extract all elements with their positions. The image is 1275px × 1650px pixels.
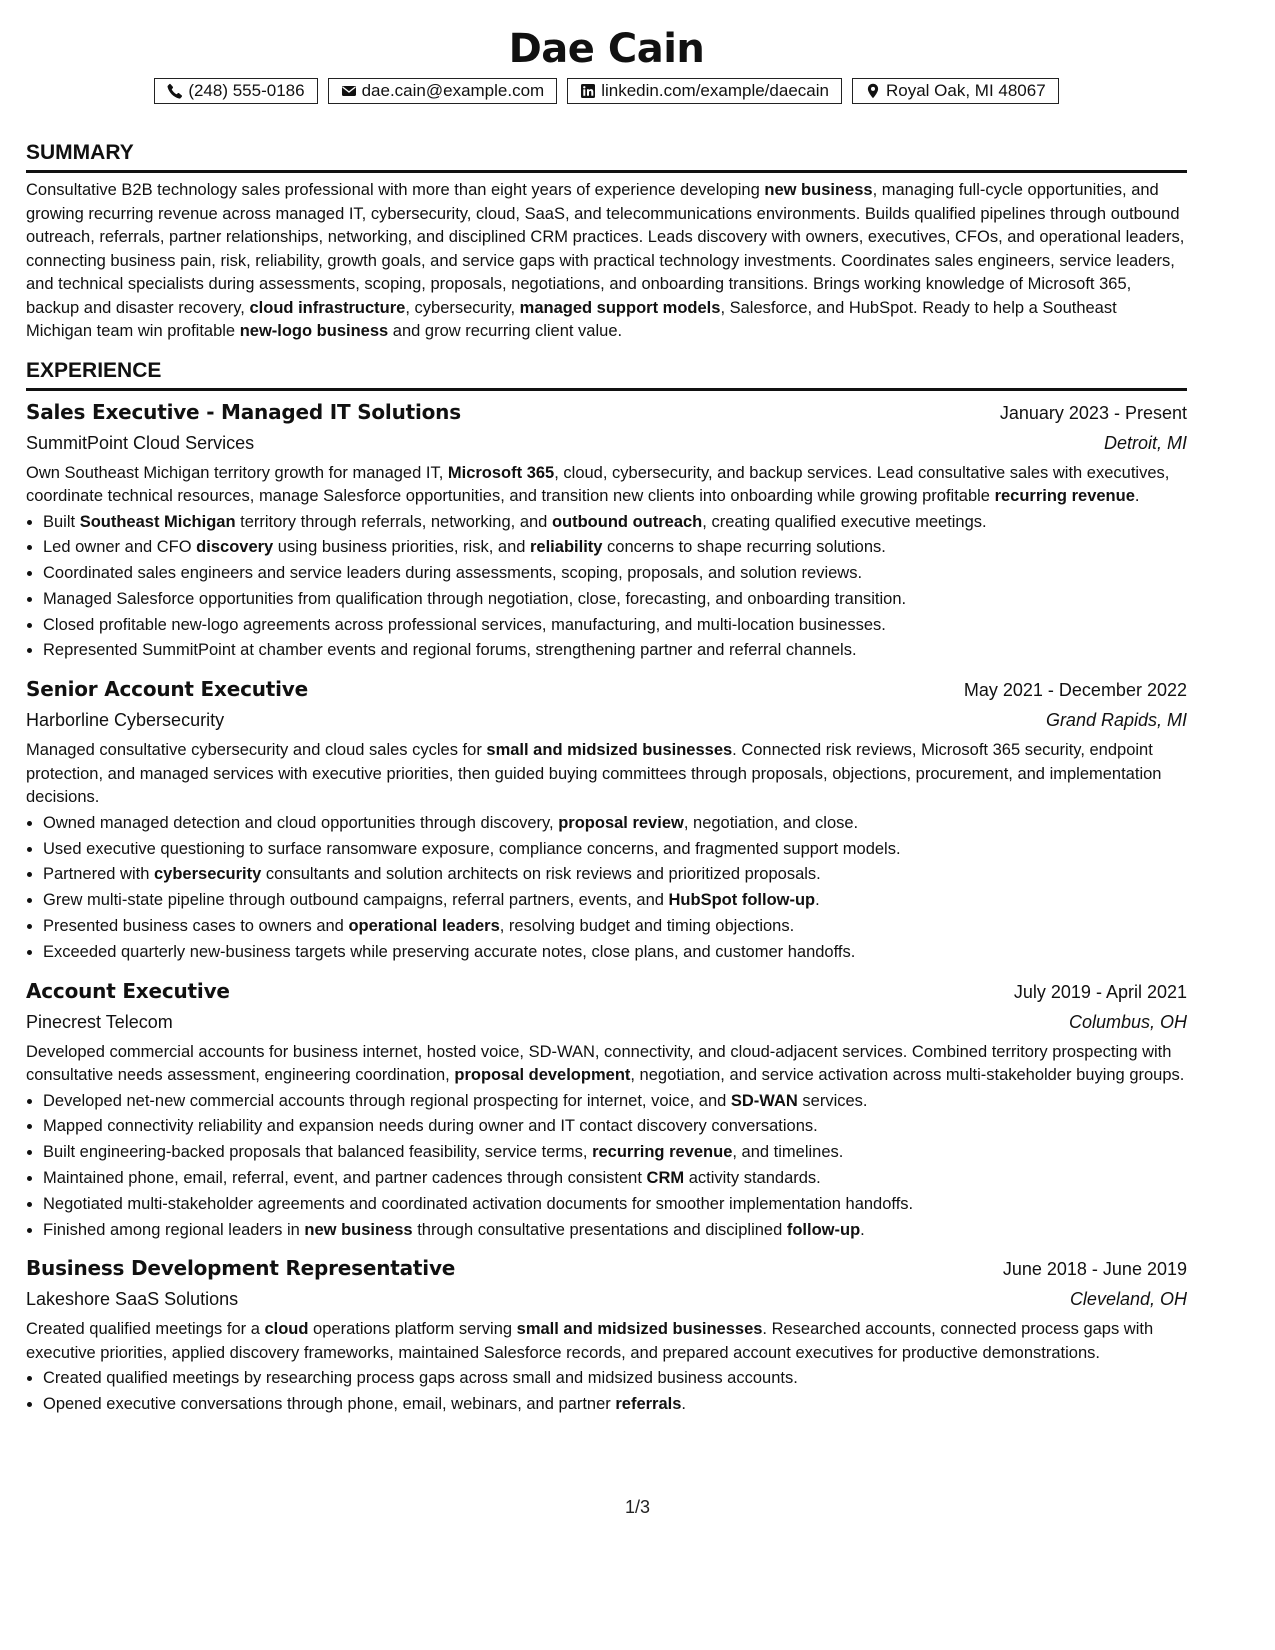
bullet-item: • Owned managed detection and cloud opportunities through discovery, proposal review, negotiation, and close. [43, 811, 1187, 837]
job-location: Cleveland, OH [1069, 1289, 1187, 1310]
experience-heading: EXPERIENCE [26, 358, 1187, 391]
job-bullets [26, 1089, 1187, 1244]
job-location: Detroit, MI [1103, 432, 1187, 453]
emphasis-text: reliability [530, 538, 603, 557]
linkedin-icon [580, 83, 596, 99]
emphasis-text: outbound outreach [551, 512, 703, 531]
emphasis-text: new business [764, 181, 873, 199]
contact-location-text: Royal Oak, MI 48067 [885, 81, 1046, 100]
candidate-name: Dae Cain [508, 26, 705, 72]
job-description: Developed commercial accounts for business internet, hosted voice, SD-WAN, connectivity, and cloud-adjacent services. Combined territory prospecting with consultative needs assessment, engineering coordination, proposal development, negotiation, and service activation across multi-stakeholder buying groups. [26, 1042, 1185, 1085]
emphasis-text: recurring revenue [994, 487, 1135, 505]
phone-icon [167, 83, 183, 99]
contact-phone-text: (248) 555-0186 [188, 81, 305, 100]
bullet-item: • Presented business cases to owners and operational leaders, resolving budget and timing objections. [43, 914, 1187, 940]
emphasis-text: Microsoft 365 [447, 463, 555, 482]
job-bullets [26, 811, 1187, 966]
emphasis-text: follow-up [786, 1220, 861, 1239]
bullet-item: • Partnered with cybersecurity consultants and solution architects on risk reviews and prioritized proposals. [43, 862, 1187, 888]
bullet-item: • Negotiated multi-stakeholder agreements and coordinated activation documents for smoother implementation handoffs. [43, 1192, 1187, 1218]
emphasis-text: cybersecurity [153, 865, 262, 884]
job-dates: May 2021 - December 2022 [963, 680, 1187, 701]
emphasis-text: new-logo business [239, 322, 389, 340]
emphasis-text: proposal development [454, 1066, 631, 1085]
job-title: Sales Executive - Managed IT Solutions [26, 399, 461, 424]
contact-linkedin[interactable] [567, 78, 842, 104]
bullet-item: • Coordinated sales engineers and service leaders during assessments, scoping, proposals, and solution reviews. [43, 561, 1187, 587]
contact-phone[interactable] [154, 78, 317, 104]
experience-list [26, 397, 1187, 1418]
job-title: Senior Account Executive [26, 677, 308, 702]
emphasis-text: operational leaders [348, 916, 500, 935]
job-company: SummitPoint Cloud Services [26, 432, 255, 453]
bullet-item: • Exceeded quarterly new-business targets while preserving accurate notes, close plans, and customer handoffs. [43, 940, 1187, 966]
page-indicator: 1/3 [624, 1497, 651, 1517]
job-company: Lakeshore SaaS Solutions [26, 1289, 239, 1310]
emphasis-text: proposal review [558, 813, 684, 832]
job-location: Grand Rapids, MI [1045, 710, 1187, 731]
emphasis-text: Southeast Michigan [79, 512, 236, 531]
emphasis-text: small and midsized businesses [516, 1320, 763, 1339]
job-entry [26, 976, 1187, 1244]
emphasis-text: CRM [646, 1168, 685, 1187]
emphasis-text: cloud infrastructure [249, 298, 406, 317]
job-company: Pinecrest Telecom [26, 1011, 173, 1032]
bullet-item: • Built Southeast Michigan territory through referrals, networking, and outbound outreach, creating qualified executive meetings. [43, 510, 1187, 536]
contact-bar [26, 78, 1187, 104]
contact-linkedin-text: linkedin.com/example/daecain [601, 81, 829, 100]
bullet-item: • Mapped connectivity reliability and expansion needs during owner and IT contact discovery conversations. [43, 1114, 1187, 1140]
bullet-item: • Grew multi-state pipeline through outbound campaigns, referral partners, events, and HubSpot follow-up. [43, 888, 1187, 914]
bullet-item: • Created qualified meetings by researching process gaps across small and midsized business accounts. [43, 1366, 1187, 1392]
emphasis-text: HubSpot follow-up [668, 891, 816, 910]
bullet-item: • Built engineering-backed proposals that balanced feasibility, service terms, recurring revenue, and timelines. [43, 1140, 1187, 1166]
job-entry [26, 674, 1187, 965]
bullet-item: • Developed net-new commercial accounts through regional prospecting for internet, voice, and SD-WAN services. [43, 1089, 1187, 1115]
emphasis-text: SD-WAN [730, 1091, 798, 1110]
job-description: Managed consultative cybersecurity and cloud sales cycles for small and midsized businesses. Connected risk reviews, Microsoft 365 security, endpoint protection, and managed services with executive priorities, then guided buying committees through proposals, objections, procurement, and implementation decisions. [26, 741, 1162, 807]
job-entry [26, 1253, 1187, 1418]
bullet-item: • Represented SummitPoint at chamber events and regional forums, strengthening partner and referral channels. [43, 638, 1187, 664]
bullet-item: • Maintained phone, email, referral, event, and partner cadences through consistent CRM activity standards. [43, 1166, 1187, 1192]
emphasis-text: managed support models [519, 298, 721, 317]
bullet-item: • Led owner and CFO discovery using business priorities, risk, and reliability concerns to shape recurring solutions. [43, 535, 1187, 561]
emphasis-text: small and midsized businesses [486, 741, 733, 760]
emphasis-text: cloud [264, 1320, 309, 1339]
emphasis-text: recurring revenue [592, 1143, 733, 1162]
job-title: Account Executive [26, 978, 230, 1003]
envelope-icon [341, 83, 357, 99]
job-title: Business Development Representative [26, 1256, 456, 1281]
bullet-item: • Managed Salesforce opportunities from qualification through negotiation, close, forecasting, and onboarding transition. [43, 587, 1187, 613]
emphasis-text: discovery [196, 538, 274, 557]
job-description: Created qualified meetings for a cloud operations platform serving small and midsized businesses. Researched accounts, connected process gaps with executive priorities, applied discovery frameworks, maintained Salesforce records, and prepared account executives for productive demonstrations. [26, 1320, 1154, 1362]
job-entry [26, 397, 1187, 665]
bullet-item: • Closed profitable new-logo agreements across professional services, manufacturing, and multi-location businesses. [43, 613, 1187, 639]
bullet-item: • Finished among regional leaders in new business through consultative presentations and disciplined follow-up. [43, 1218, 1187, 1244]
job-company: Harborline Cybersecurity [26, 710, 225, 731]
job-dates: January 2023 - Present [999, 402, 1187, 423]
job-bullets [26, 510, 1187, 665]
job-dates: June 2018 - June 2019 [1002, 1259, 1187, 1280]
bullet-item: • Opened executive conversations through phone, email, webinars, and partner referrals. [43, 1392, 1187, 1418]
bullet-item: • Used executive questioning to surface ransomware exposure, compliance concerns, and fragmented support models. [43, 837, 1187, 863]
summary-heading: SUMMARY [26, 140, 1187, 173]
job-bullets [26, 1366, 1187, 1418]
summary-text: Consultative B2B technology sales professional with more than eight years of experience developing new business, managing full-cycle opportunities, and growing recurring revenue across managed IT, cybersecurity, cloud, SaaS, and telecommunications environments. Builds qualified pipelines through outbound outreach, referrals, partner relationships, networking, and disciplined CRM practices. Leads discovery with owners, executives, CFOs, and operational leaders, connecting business pain, risk, reliability, growth goals, and service gaps with practical technology investments. Coordinates sales engineers, service leaders, and technical specialists during assessments, scoping, proposals, negotiations, and onboarding transitions. Brings working knowledge of Microsoft 365, backup and disaster recovery, cloud infrastructure, cybersecurity, managed support models, Salesforce, and HubSpot. Ready to help a Southeast Michigan team win profitable new-logo business and grow recurring client value. [26, 181, 1185, 340]
emphasis-text: new business [304, 1220, 413, 1239]
emphasis-text: referrals [615, 1395, 682, 1414]
job-location: Columbus, OH [1068, 1011, 1187, 1032]
contact-location[interactable] [852, 78, 1059, 104]
map-marker-icon [865, 83, 881, 99]
job-description: Own Southeast Michigan territory growth for managed IT, Microsoft 365, cloud, cybersecurity, and backup services. Lead consultative sales with executives, coordinate technical resources, manage Salesforce opportunities, and transition new clients into onboarding while growing profitable recurring revenue. [26, 463, 1170, 505]
contact-email-text: dae.cain@example.com [361, 81, 545, 100]
job-dates: July 2019 - April 2021 [1013, 981, 1187, 1002]
contact-email[interactable] [328, 78, 558, 104]
